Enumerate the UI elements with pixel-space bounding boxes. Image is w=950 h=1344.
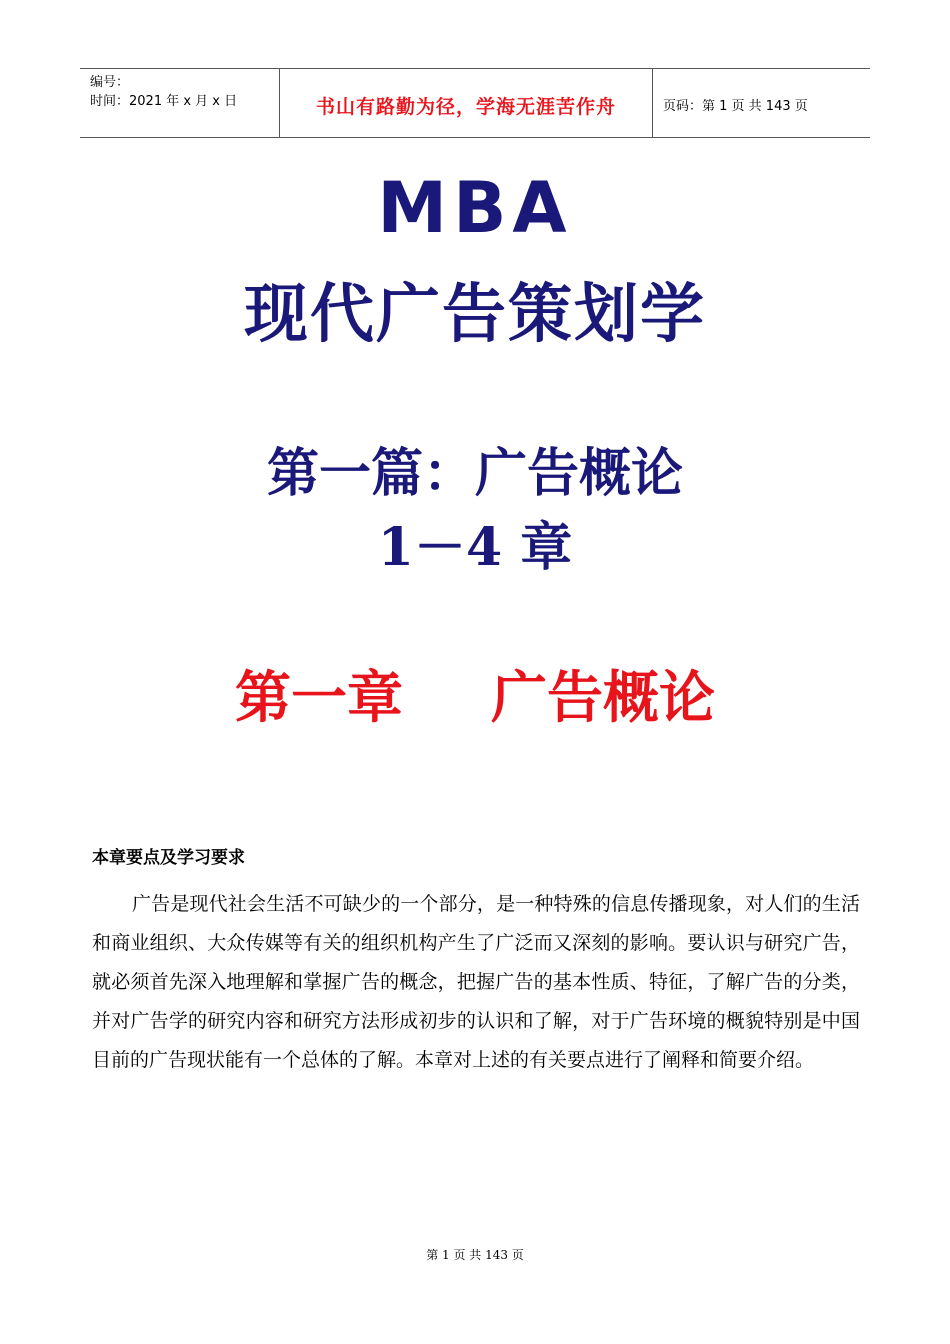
chapter-number: 第一章	[235, 665, 403, 731]
part-title: 第一篇：广告概论	[266, 443, 683, 504]
chapter-name: 广告概论	[491, 665, 715, 731]
header-meta-cell	[80, 69, 280, 137]
header-page-info: 页码：第 1 页 共 143 页	[663, 98, 808, 114]
number-label: 编号：	[90, 75, 130, 90]
title-mba: MBA	[377, 167, 573, 249]
chapter-heading	[0, 666, 950, 730]
time-label: 时间：2021 年 x 月 x 日	[90, 94, 238, 109]
chapter-range: 1－4 章	[377, 517, 573, 578]
body-paragraph: 广告是现代社会生活不可缺少的一个部分，是一种特殊的信息传播现象，对人们的生活和商业组织、大众传媒等有关的组织机构产生了广泛而又深刻的影响。要认识与研究广告，就必须首先深入地理解和掌握广告的概念，把握广告的基本性质、特征，了解广告的分类，并对广告学的研究内容和研究方法形成初步的认识和了解，对于广告环境的概貌特别是中国目前的广告现状能有一个总体的了解。本章对上述的有关要点进行了阐释和简要介绍。	[92, 893, 860, 1071]
book-title: 现代广告策划学	[244, 278, 706, 352]
document-header	[80, 68, 870, 138]
section-heading: 本章要点及学习要求	[92, 848, 245, 868]
header-motto: 书山有路勤为径，学海无涯苦作舟	[280, 69, 653, 137]
page-footer: 第 1 页 共 143 页	[426, 1248, 524, 1262]
